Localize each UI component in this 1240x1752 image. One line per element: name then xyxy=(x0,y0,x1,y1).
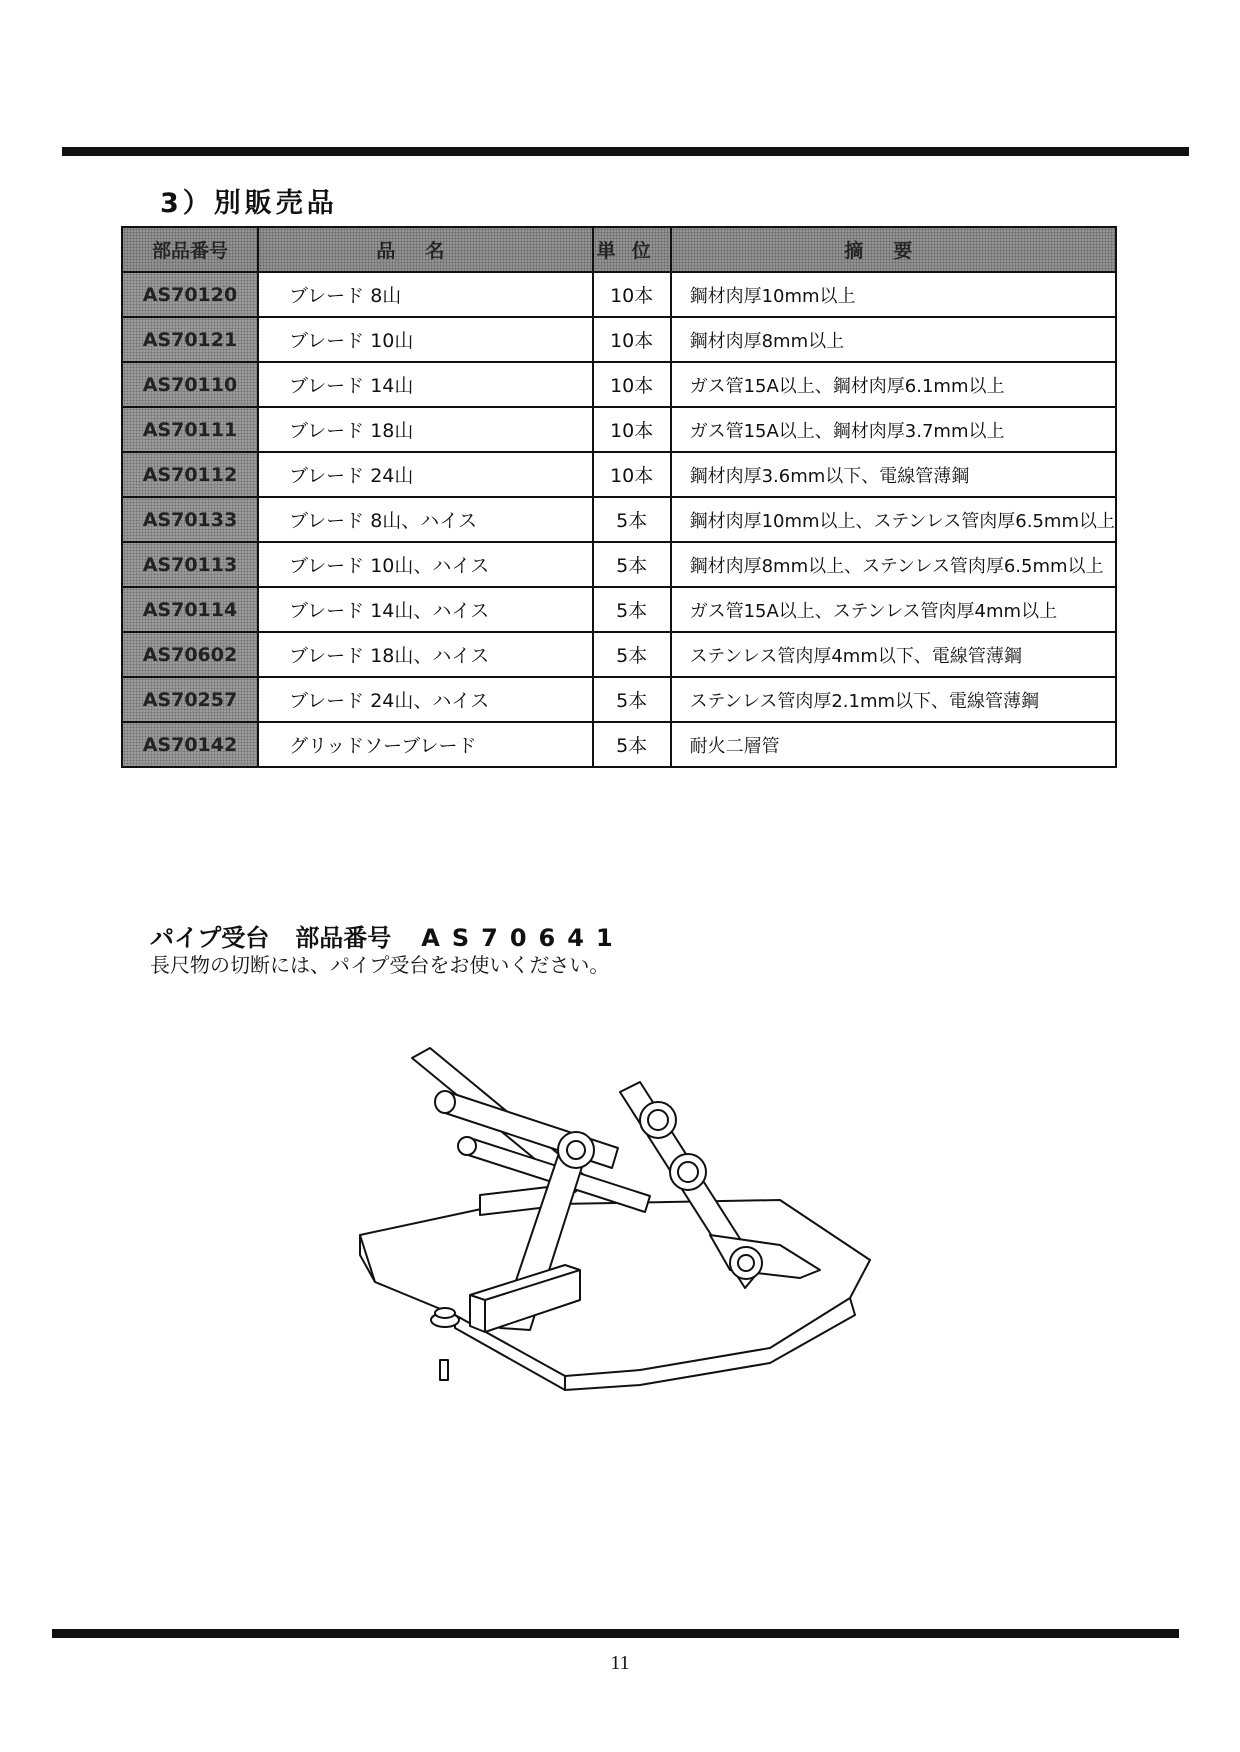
header-product-name: 品名 xyxy=(258,227,593,272)
unit-cell: 5本 xyxy=(593,542,671,587)
table-row xyxy=(122,542,1116,587)
pipe-stand-title: パイプ受台 xyxy=(150,924,270,952)
section-title: 3）別販売品 xyxy=(160,188,338,219)
summary-cell: 鋼材肉厚8mm以上、ステンレス管肉厚6.5mm以上 xyxy=(671,542,1116,587)
unit-cell: 5本 xyxy=(593,587,671,632)
page-number: 11 xyxy=(610,1652,630,1674)
table-row xyxy=(122,497,1116,542)
summary-cell: 鋼材肉厚10mm以上、ステンレス管肉厚6.5mm以上 xyxy=(671,497,1116,542)
summary-cell: ステンレス管肉厚2.1mm以下、電線管薄鋼 xyxy=(671,677,1116,722)
header-part-number: 部品番号 xyxy=(122,227,258,272)
part-number-cell: AS70114 xyxy=(122,587,258,632)
bottom-rule xyxy=(52,1629,1179,1638)
unit-cell: 10本 xyxy=(593,407,671,452)
unit-cell: 10本 xyxy=(593,452,671,497)
table-row xyxy=(122,632,1116,677)
summary-cell: ガス管15A以上、ステンレス管肉厚4mm以上 xyxy=(671,587,1116,632)
unit-cell: 10本 xyxy=(593,317,671,362)
part-number-cell: AS70110 xyxy=(122,362,258,407)
unit-cell: 5本 xyxy=(593,677,671,722)
top-rule xyxy=(62,147,1189,156)
product-name-cell: ブレード 24山 xyxy=(258,452,593,497)
table-row xyxy=(122,722,1116,767)
summary-cell: ステンレス管肉厚4mm以下、電線管薄鋼 xyxy=(671,632,1116,677)
summary-cell: 耐火二層管 xyxy=(671,722,1116,767)
part-number-cell: AS70602 xyxy=(122,632,258,677)
part-number-cell: AS70142 xyxy=(122,722,258,767)
product-name-cell: ブレード 18山 xyxy=(258,407,593,452)
header-summary: 摘要 xyxy=(671,227,1116,272)
table-row xyxy=(122,362,1116,407)
part-number-cell: AS70133 xyxy=(122,497,258,542)
product-name-cell: ブレード 18山、ハイス xyxy=(258,632,593,677)
table-row xyxy=(122,452,1116,497)
summary-cell: 鋼材肉厚8mm以上 xyxy=(671,317,1116,362)
summary-cell: 鋼材肉厚3.6mm以下、電線管薄鋼 xyxy=(671,452,1116,497)
pipe-stand-illustration xyxy=(350,1030,910,1540)
table-row xyxy=(122,677,1116,722)
part-number-label: 部品番号 xyxy=(295,924,392,952)
summary-cell: ガス管15A以上、鋼材肉厚3.7mm以上 xyxy=(671,407,1116,452)
accessories-table xyxy=(121,226,1117,768)
unit-cell: 5本 xyxy=(593,497,671,542)
pipe-stand-heading xyxy=(150,918,625,953)
pipe-stand-note: 長尺物の切断には、パイプ受台をお使いください。 xyxy=(150,953,610,977)
table-row xyxy=(122,272,1116,317)
part-number-cell: AS70112 xyxy=(122,452,258,497)
product-name-cell: ブレード 8山 xyxy=(258,272,593,317)
table-row xyxy=(122,407,1116,452)
part-number-cell: AS70120 xyxy=(122,272,258,317)
unit-cell: 5本 xyxy=(593,632,671,677)
part-number-cell: AS70111 xyxy=(122,407,258,452)
summary-cell: 鋼材肉厚10mm以上 xyxy=(671,272,1116,317)
product-name-cell: ブレード 14山 xyxy=(258,362,593,407)
unit-cell: 10本 xyxy=(593,272,671,317)
part-number-cell: AS70121 xyxy=(122,317,258,362)
summary-cell: ガス管15A以上、鋼材肉厚6.1mm以上 xyxy=(671,362,1116,407)
product-name-cell: ブレード 14山、ハイス xyxy=(258,587,593,632)
unit-cell: 5本 xyxy=(593,722,671,767)
part-number-value: AS70641 xyxy=(421,924,625,952)
table-row xyxy=(122,317,1116,362)
product-name-cell: ブレード 8山、ハイス xyxy=(258,497,593,542)
unit-cell: 10本 xyxy=(593,362,671,407)
table-row xyxy=(122,587,1116,632)
product-name-cell: ブレード 10山 xyxy=(258,317,593,362)
product-name-cell: ブレード 24山、ハイス xyxy=(258,677,593,722)
product-name-cell: ブレード 10山、ハイス xyxy=(258,542,593,587)
part-number-cell: AS70257 xyxy=(122,677,258,722)
table-header-row xyxy=(122,227,1116,272)
part-number-cell: AS70113 xyxy=(122,542,258,587)
product-name-cell: グリッドソーブレード xyxy=(258,722,593,767)
header-unit: 単位 xyxy=(593,227,671,272)
